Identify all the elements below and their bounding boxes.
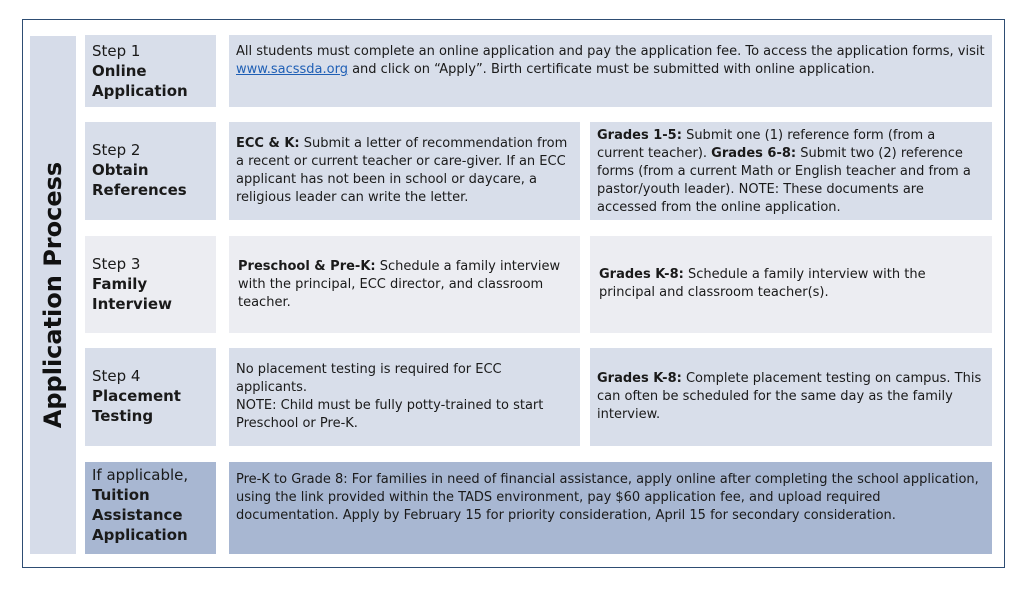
description-text: Submit two (2) reference forms (from a current Math or English teacher and from a pastor/youth leader). NOTE: These documents are accessed from the online application.	[597, 146, 971, 215]
description-text: All students must complete an online application and pay the application fee. To access the application forms, visit	[236, 44, 985, 59]
frame-left-rule	[22, 19, 23, 568]
description-text: and click on “Apply”. Birth certificate must be submitted with online application.	[347, 62, 875, 77]
step-number: Step 3	[92, 255, 141, 273]
step-2-left-description	[229, 122, 580, 220]
tuition-assistance-label	[85, 462, 216, 554]
step-3-label	[85, 236, 216, 333]
website-link[interactable]: www.sacssda.org	[236, 62, 348, 77]
description-text: No placement testing is required for ECC applicants.	[236, 362, 502, 395]
grade-label: Grades K-8:	[599, 267, 684, 282]
grade-label: Grades 6-8:	[711, 146, 797, 161]
step-3-left-description	[229, 236, 580, 333]
step-number: Step 4	[92, 367, 141, 385]
grade-label: Grades K-8:	[597, 371, 682, 386]
step-title-line: Placement	[92, 387, 181, 405]
step-4-label	[85, 348, 216, 446]
step-4-right-description	[590, 348, 992, 446]
grade-label: ECC & K:	[236, 136, 300, 151]
grade-label: Grades 1-5:	[597, 128, 682, 143]
description-text: Complete placement testing on campus. This can often be scheduled for the same day as the family interview.	[597, 371, 982, 422]
step-2-label	[85, 122, 216, 220]
frame-top-rule	[22, 19, 1005, 20]
step-number: Step 1	[92, 42, 141, 60]
step-1-description	[229, 35, 992, 107]
step-number: Step 2	[92, 141, 141, 159]
step-title-line: Tuition	[92, 486, 150, 504]
step-2-right-description	[590, 122, 992, 220]
step-number: If applicable,	[92, 466, 189, 484]
description-text: Submit a letter of recommendation from a recent or current teacher or care-giver. If an ECC applicant has not been in school or daycare, a religious leader can write the letter.	[236, 136, 568, 205]
frame-right-rule	[1004, 19, 1005, 568]
step-4-left-description	[229, 348, 580, 446]
tuition-assistance-description	[229, 462, 992, 554]
step-title-line: Obtain	[92, 161, 149, 179]
step-title-line: References	[92, 181, 187, 199]
step-1-label	[85, 35, 216, 107]
step-title-line: Testing	[92, 407, 154, 425]
description-text: Pre-K to Grade 8: For families in need of financial assistance, apply online after completing the school application, using the link provided within the TADS environment, pay $60 application fee, and upload required documentation. Apply by February 15 for priority consideration, April 15 for secondary consideration.	[236, 472, 979, 523]
side-title: Application Process	[39, 161, 67, 429]
step-title-line: Application	[92, 82, 188, 100]
step-title-line: Interview	[92, 295, 172, 313]
step-title-line: Assistance	[92, 506, 183, 524]
frame-bottom-rule	[22, 567, 1005, 568]
step-title-line: Family	[92, 275, 148, 293]
step-3-right-description	[590, 236, 992, 333]
step-title-line: Online	[92, 62, 147, 80]
description-note: NOTE: Child must be fully potty-trained to start Preschool or Pre-K.	[236, 398, 544, 431]
description-text: Submit one (1) reference form (from a current teacher).	[597, 128, 936, 161]
description-text: Schedule a family interview with the principal and classroom teacher(s).	[599, 267, 926, 300]
grade-label: Preschool & Pre-K:	[238, 259, 376, 274]
description-text: Schedule a family interview with the principal, ECC director, and classroom teacher.	[238, 259, 561, 310]
step-title-line: Application	[92, 526, 188, 544]
